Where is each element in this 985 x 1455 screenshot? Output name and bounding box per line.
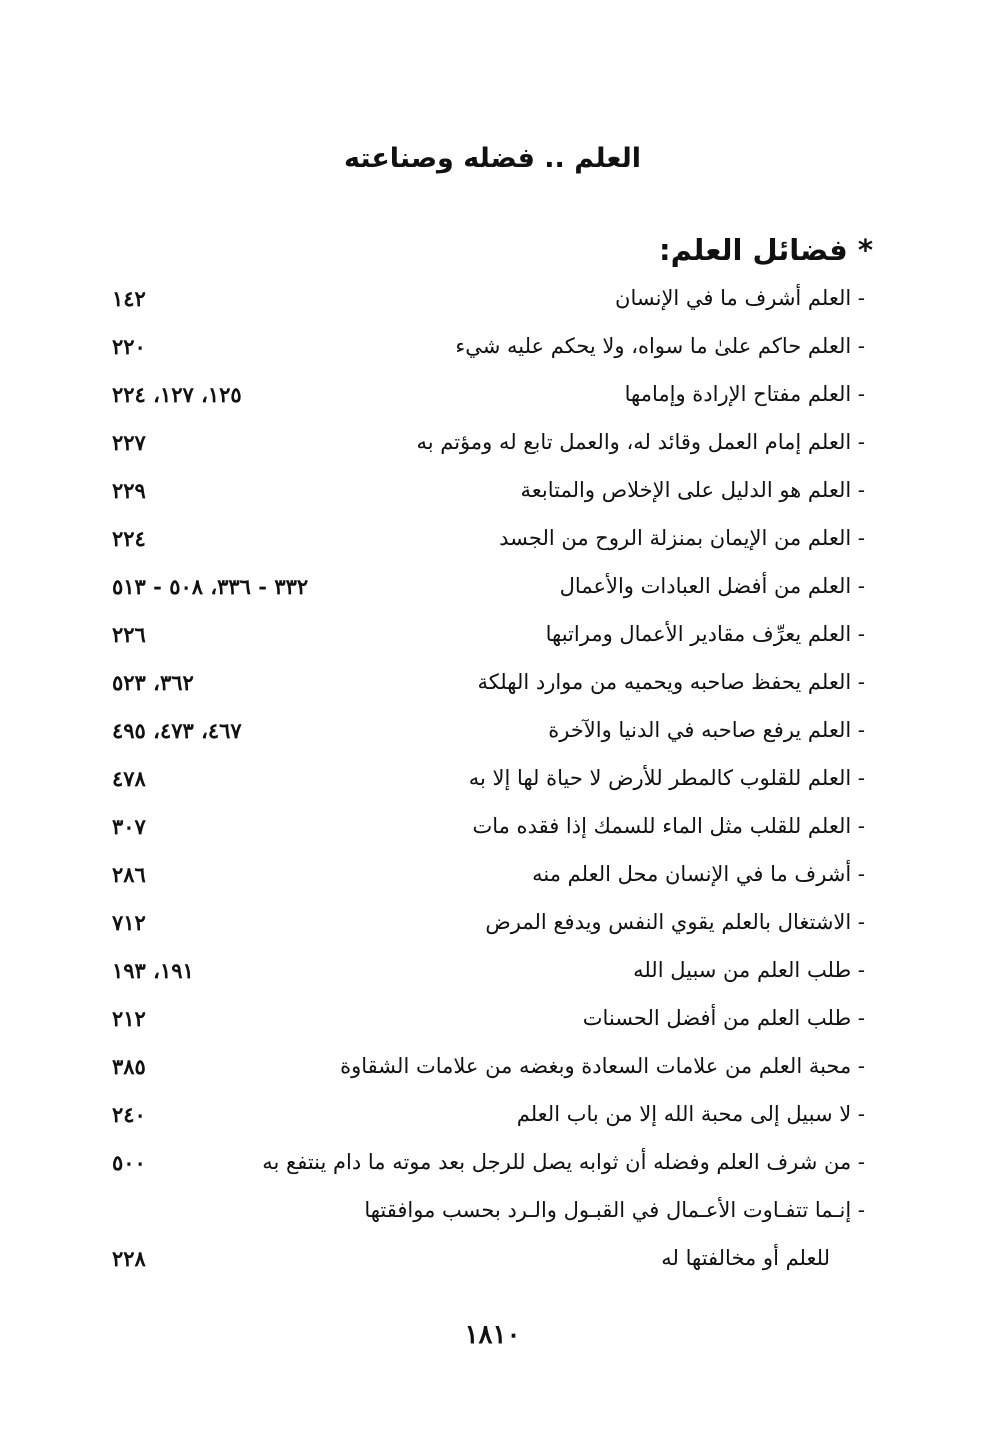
index-entry (0, 760, 985, 808)
entry-text: - الاشتغال بالعلم يقوي النفس ويدفع المرض (485, 910, 865, 934)
entry-pages: ٢٢٤ (112, 526, 146, 551)
entry-pages: ٣٦٢، ٥٢٣ (112, 670, 194, 695)
index-entries (0, 280, 985, 1288)
entry-text: - العلم إمام العمل وقائد له، والعمل تابع له ومؤتم به (416, 430, 865, 454)
index-entry (0, 808, 985, 856)
entry-pages: ١٩١، ١٩٣ (112, 958, 194, 983)
index-entry (0, 712, 985, 760)
index-entry (0, 1096, 985, 1144)
entry-pages: ٢٢٦ (112, 622, 146, 647)
entry-pages: ٥٠٠ (112, 1150, 146, 1175)
entry-pages: ٣٠٧ (112, 814, 146, 839)
entry-pages: ١٤٢ (112, 286, 146, 311)
entry-text: - العلم من أفضل العبادات والأعمال (559, 574, 865, 598)
entry-pages: ٢٢٨ (112, 1246, 146, 1271)
entry-text: - العلم للقلب مثل الماء للسمك إذا فقده مات (472, 814, 865, 838)
entry-text: - العلم هو الدليل على الإخلاص والمتابعة (520, 478, 865, 502)
index-entry (0, 1144, 985, 1192)
entry-pages: ٢١٢ (112, 1006, 146, 1031)
entry-pages: ١٢٥، ١٢٧، ٢٢٤ (112, 382, 242, 407)
entry-pages: ٢٢٧ (112, 430, 146, 455)
entry-text: - العلم حاكم علىٰ ما سواه، ولا يحكم عليه شيء (455, 334, 865, 358)
page-title: العلم .. فضله وصناعته (343, 143, 642, 174)
index-entry (0, 856, 985, 904)
index-entry (0, 328, 985, 376)
page-number: ١٨١٠ (464, 1320, 521, 1350)
entry-text: - أشرف ما في الإنسان محل العلم منه (532, 862, 865, 886)
index-entry (0, 376, 985, 424)
entry-text: - طلب العلم من سبيل الله (633, 958, 865, 982)
index-entry (0, 1000, 985, 1048)
entry-text: - لا سبيل إلى محبة الله إلا من باب العلم (516, 1102, 865, 1126)
index-entry (0, 616, 985, 664)
entry-text: - من شرف العلم وفضله أن ثوابه يصل للرجل بعد موته ما دام ينتفع به (262, 1150, 865, 1174)
entry-pages: ٣٣٢ - ٣٣٦، ٥٠٨ - ٥١٣ (112, 574, 309, 599)
entry-pages: ٣٨٥ (112, 1054, 146, 1079)
entry-text: - العلم للقلوب كالمطر للأرض لا حياة لها إلا به (468, 766, 865, 790)
entry-pages: ٤٧٨ (112, 766, 146, 791)
index-entry (0, 568, 985, 616)
entry-text: - طلب العلم من أفضل الحسنات (582, 1006, 865, 1030)
entry-text: - العلم من الإيمان بمنزلة الروح من الجسد (499, 526, 865, 550)
index-entry (0, 424, 985, 472)
index-entry-continuation (0, 1240, 985, 1288)
entry-text: - محبة العلم من علامات السعادة وبغضه من علامات الشقاوة (340, 1054, 865, 1078)
entry-pages: ٢٢٩ (112, 478, 146, 503)
entry-text: - العلم مفتاح الإرادة وإمامها (624, 382, 865, 406)
entry-pages: ٢٤٠ (112, 1102, 146, 1127)
entry-text: - إنـما تتفـاوت الأعـمال في القبـول والـرد بحسب موافقتها (364, 1198, 865, 1222)
entry-pages: ٧١٢ (112, 910, 146, 935)
index-entry (0, 280, 985, 328)
entry-text: - العلم يرفع صاحبه في الدنيا والآخرة (548, 718, 865, 742)
entry-pages: ٢٢٠ (112, 334, 146, 359)
entry-text: للعلم أو مخالفتها له (661, 1246, 830, 1270)
entry-pages: ٤٦٧، ٤٧٣، ٤٩٥ (112, 718, 242, 743)
index-entry (0, 904, 985, 952)
index-entry (0, 472, 985, 520)
section-heading: * فضائل العلم: (659, 233, 873, 267)
index-entry (0, 1048, 985, 1096)
entry-text: - العلم يحفظ صاحبه ويحميه من موارد الهلكة (477, 670, 865, 694)
index-entry (0, 520, 985, 568)
index-entry (0, 952, 985, 1000)
index-entry (0, 1192, 985, 1240)
index-entry (0, 664, 985, 712)
entry-text: - العلم أشرف ما في الإنسان (615, 286, 865, 310)
entry-pages: ٢٨٦ (112, 862, 146, 887)
entry-text: - العلم يعرِّف مقادير الأعمال ومراتبها (545, 622, 865, 646)
